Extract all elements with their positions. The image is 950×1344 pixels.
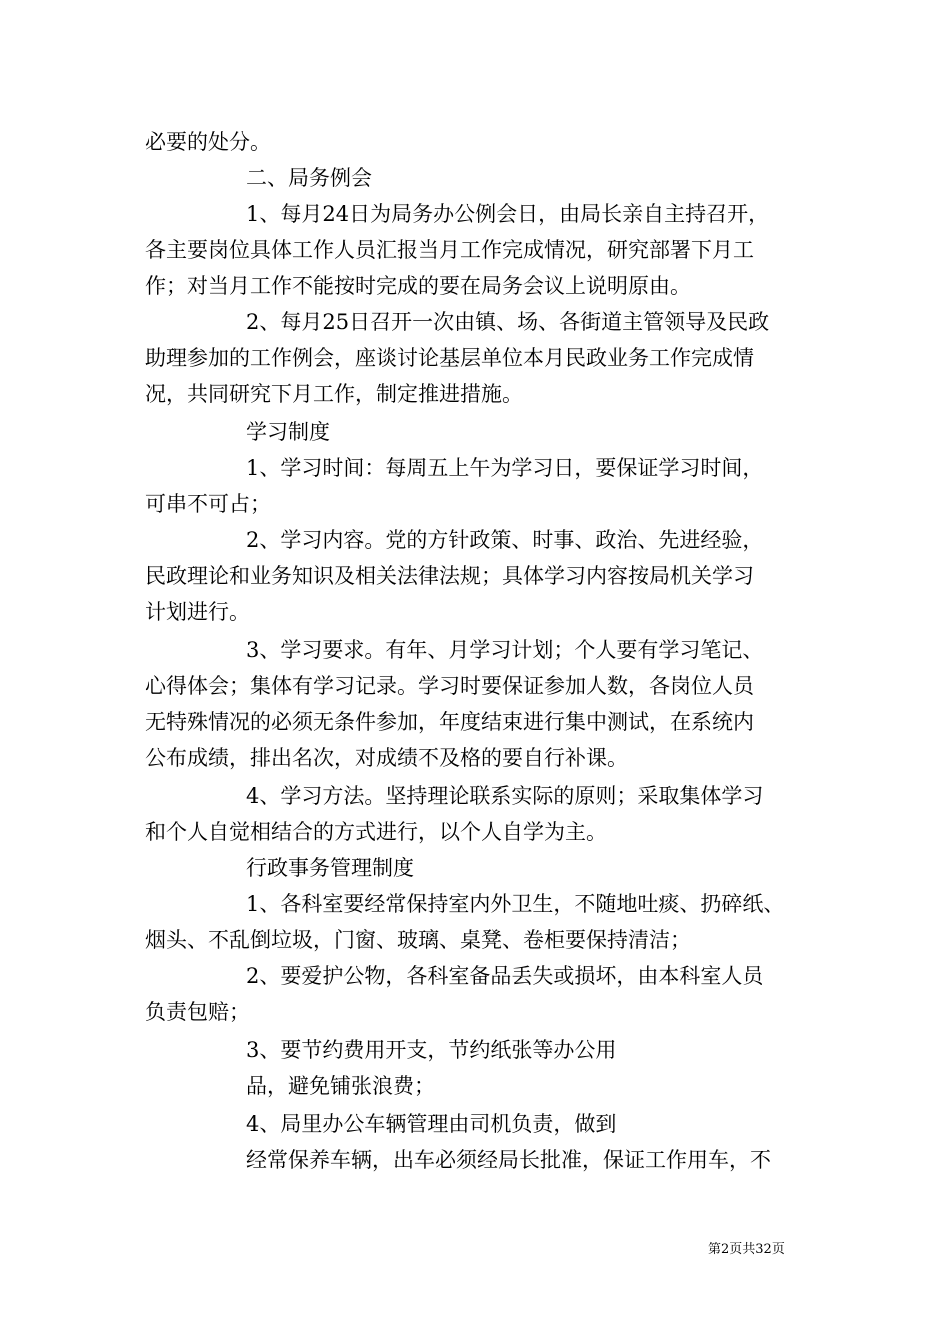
- text-line: 公布成绩，排出名次，对成绩不及格的要自行补课。: [145, 746, 628, 770]
- text-line: 计划进行。: [145, 600, 250, 624]
- text-line: 烟头、不乱倒垃圾，门窗、玻璃、桌凳、卷柜要保持清洁；: [145, 928, 691, 952]
- text-line: 1、学习时间：每周五上午为学习日，要保证学习时间，: [246, 456, 764, 480]
- text-line: 1、各科室要经常保持室内外卫生，不随地吐痰、扔碎纸、: [246, 892, 785, 916]
- section-heading: 二、局务例会: [246, 166, 372, 190]
- text-line: 1、每月24日为局务办公例会日，由局长亲自主持召开，: [246, 202, 770, 226]
- text-line: 3、要节约费用开支，节约纸张等办公用: [246, 1038, 617, 1062]
- text-line: 民政理论和业务知识及相关法律法规；具体学习内容按局机关学习: [145, 564, 754, 588]
- text-line: 2、每月25日召开一次由镇、场、各街道主管领导及民政: [246, 310, 770, 334]
- text-line: 经常保养车辆，出车必须经局长批准，保证工作用车，不: [246, 1148, 771, 1172]
- text-line: 作；对当月工作不能按时完成的要在局务会议上说明原由。: [145, 274, 691, 298]
- text-line: 2、要爱护公物，各科室备品丢失或损坏，由本科室人员: [246, 964, 764, 988]
- text-line: 品，避免铺张浪费；: [246, 1074, 435, 1098]
- text-line: 4、学习方法。坚持理论联系实际的原则；采取集体学习: [246, 784, 764, 808]
- text-line: 4、局里办公车辆管理由司机负责，做到: [246, 1112, 617, 1136]
- text-line: 心得体会；集体有学习记录。学习时要保证参加人数，各岗位人员: [145, 674, 754, 698]
- section-heading: 行政事务管理制度: [246, 856, 414, 880]
- text-line: 无特殊情况的必须无条件参加，年度结束进行集中测试，在系统内: [145, 710, 754, 734]
- text-line: 况，共同研究下月工作，制定推进措施。: [145, 382, 523, 406]
- text-line: 可串不可占；: [145, 492, 271, 516]
- text-line: 必要的处分。: [145, 130, 271, 154]
- text-line: 和个人自觉相结合的方式进行，以个人自学为主。: [145, 820, 607, 844]
- text-line: 3、学习要求。有年、月学习计划；个人要有学习笔记、: [246, 638, 764, 662]
- text-line: 助理参加的工作例会，座谈讨论基层单位本月民政业务工作完成情: [145, 346, 754, 370]
- page-number-footer: 第2页共32页: [708, 1242, 785, 1257]
- text-line: 负责包赔；: [145, 1000, 250, 1024]
- section-heading: 学习制度: [246, 420, 330, 444]
- text-line: 2、学习内容。党的方针政策、时事、政治、先进经验，: [246, 528, 764, 552]
- text-line: 各主要岗位具体工作人员汇报当月工作完成情况，研究部署下月工: [145, 238, 754, 262]
